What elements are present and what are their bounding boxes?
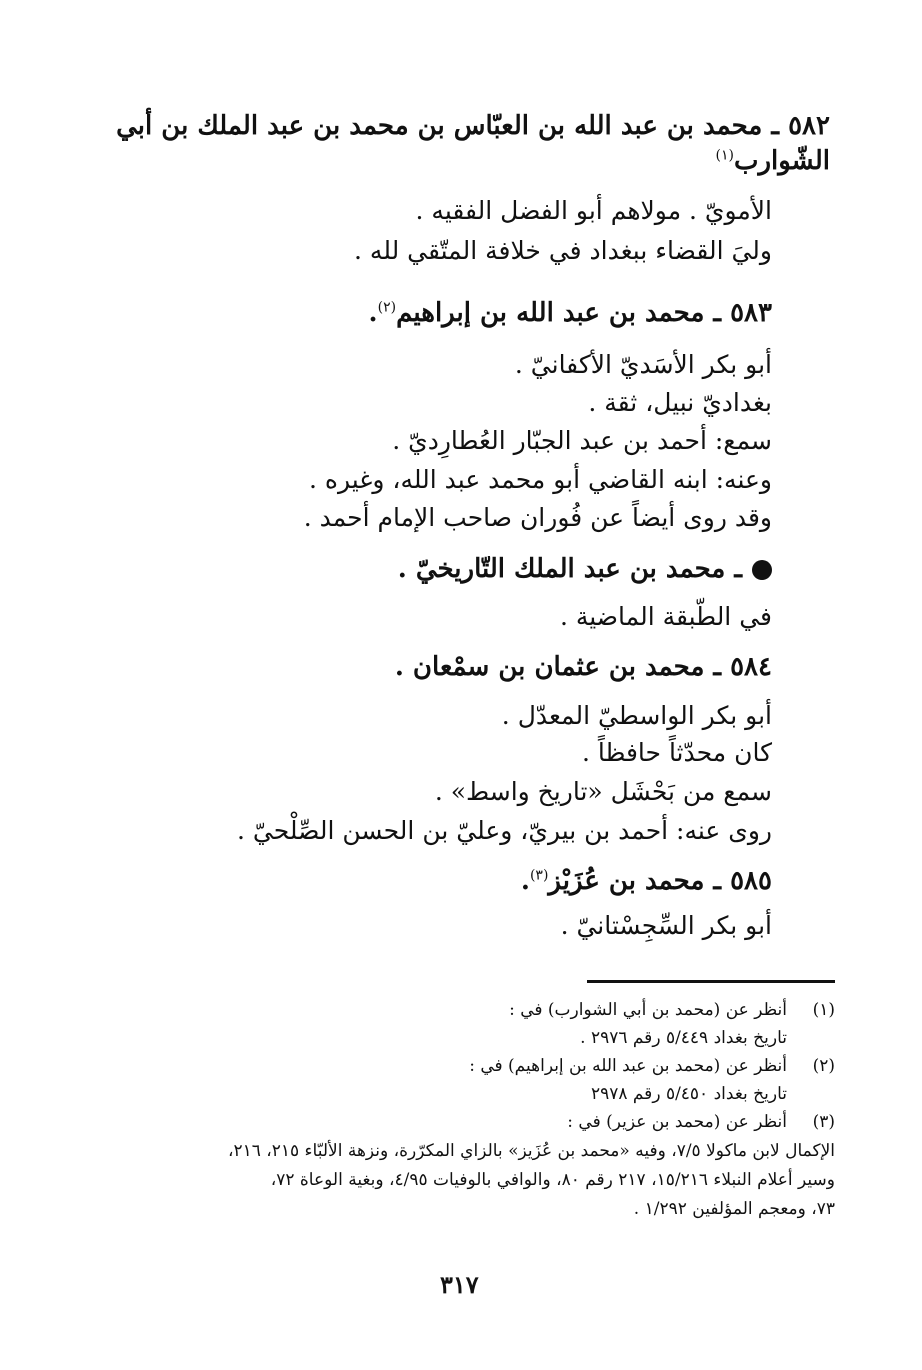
entry-585-line: أبو بكر السِّجِسْتانيّ . <box>560 911 772 940</box>
entry-585-heading: ٥٨٥ ـ محمد بن عُزَيْز$^{(٣)}$. <box>520 866 772 896</box>
footnote-3-number: (٣) <box>812 1112 835 1132</box>
footnote-2-number: (٢) <box>812 1056 835 1076</box>
footnote-3-line: ٧٣، ومعجم المؤلفين ١/٢٩٢ . <box>633 1199 835 1219</box>
entry-584-line: أبو بكر الواسطيّ المعدّل . <box>501 701 772 730</box>
bullet-entry-line: في الطّبقة الماضية . <box>559 602 772 631</box>
footnote-ref-3: (٣) <box>529 867 549 884</box>
footnote-1-line: تاريخ بغداد ٥/٤٤٩ رقم ٢٩٧٦ . <box>580 1028 787 1048</box>
footnote-1-line: أنظر عن (محمد بن أبي الشوارب) في : <box>509 1000 787 1020</box>
entry-583-line: أبو بكر الأسَديّ الأكفانيّ . <box>514 350 772 379</box>
footnote-3-line: أنظر عن (محمد بن عزير) في : <box>567 1112 787 1132</box>
bullet-icon <box>752 560 772 580</box>
footnote-2-line: أنظر عن (محمد بن عبد الله بن إبراهيم) في : <box>469 1056 787 1076</box>
footnote-3-line: وسير أعلام النبلاء ١٥/٢١٦، ٢١٧ رقم ٨٠، والوافي بالوفيات ٤/٩٥، وبغية الوعاة ٧٢، <box>270 1170 835 1190</box>
footnote-ref-1: (١) <box>715 147 734 164</box>
entry-584-heading: ٥٨٤ ـ محمد بن عثمان بن سمْعان . <box>394 652 772 682</box>
entry-583-line: بغداديّ نبيل، ثقة . <box>588 388 772 417</box>
footnote-1-number: (١) <box>812 1000 835 1020</box>
footnote-3-line: الإكمال لابن ماكولا ٧/٥، وفيه «محمد بن عُزَيز» بالزاي المكرّرة، ونزهة الألبّاء ٢١٥، ٢١٦، <box>227 1141 835 1161</box>
entry-584-line: كان محدّثاً حافظاً . <box>581 738 772 767</box>
entry-583-line: وعنه: ابنه القاضي أبو محمد عبد الله، وغيره . <box>308 465 772 494</box>
footnote-separator <box>587 980 835 983</box>
footnote-2-line: تاريخ بغداد ٥/٤٥٠ رقم ٢٩٧٨ <box>590 1084 787 1104</box>
entry-582-heading-line1: ٥٨٢ ـ محمد بن عبد الله بن العبّاس بن محمد بن عبد الملك بن أبي <box>116 111 830 141</box>
entry-583-line: سمع: أحمد بن عبد الجبّار العُطارِديّ . <box>392 426 772 455</box>
entry-583-heading: ٥٨٣ ـ محمد بن عبد الله بن إبراهيم$^{(٢)}$. <box>368 298 772 328</box>
entry-583-line: وقد روى أيضاً عن فُوران صاحب الإمام أحمد . <box>303 503 772 532</box>
entry-582-line: الأمويّ . مولاهم أبو الفضل الفقيه . <box>415 196 772 225</box>
entry-584-line: سمع من بَحْشَل «تاريخ واسط» . <box>434 777 772 806</box>
bullet-entry-heading: ـ محمد بن عبد الملك التّاريخيّ . <box>398 556 772 582</box>
entry-582-heading-line2: الشّوارب$^{(١)}$ <box>715 146 830 176</box>
footnote-ref-2: (٢) <box>377 299 397 316</box>
entry-582-line: وليَ القضاء ببغداد في خلافة المتّقي لله . <box>354 236 772 265</box>
page-number: ٣١٧ <box>440 1270 479 1299</box>
entry-584-line: روى عنه: أحمد بن بيريّ، وعليّ بن الحسن الصِّلْحيّ . <box>237 816 772 845</box>
